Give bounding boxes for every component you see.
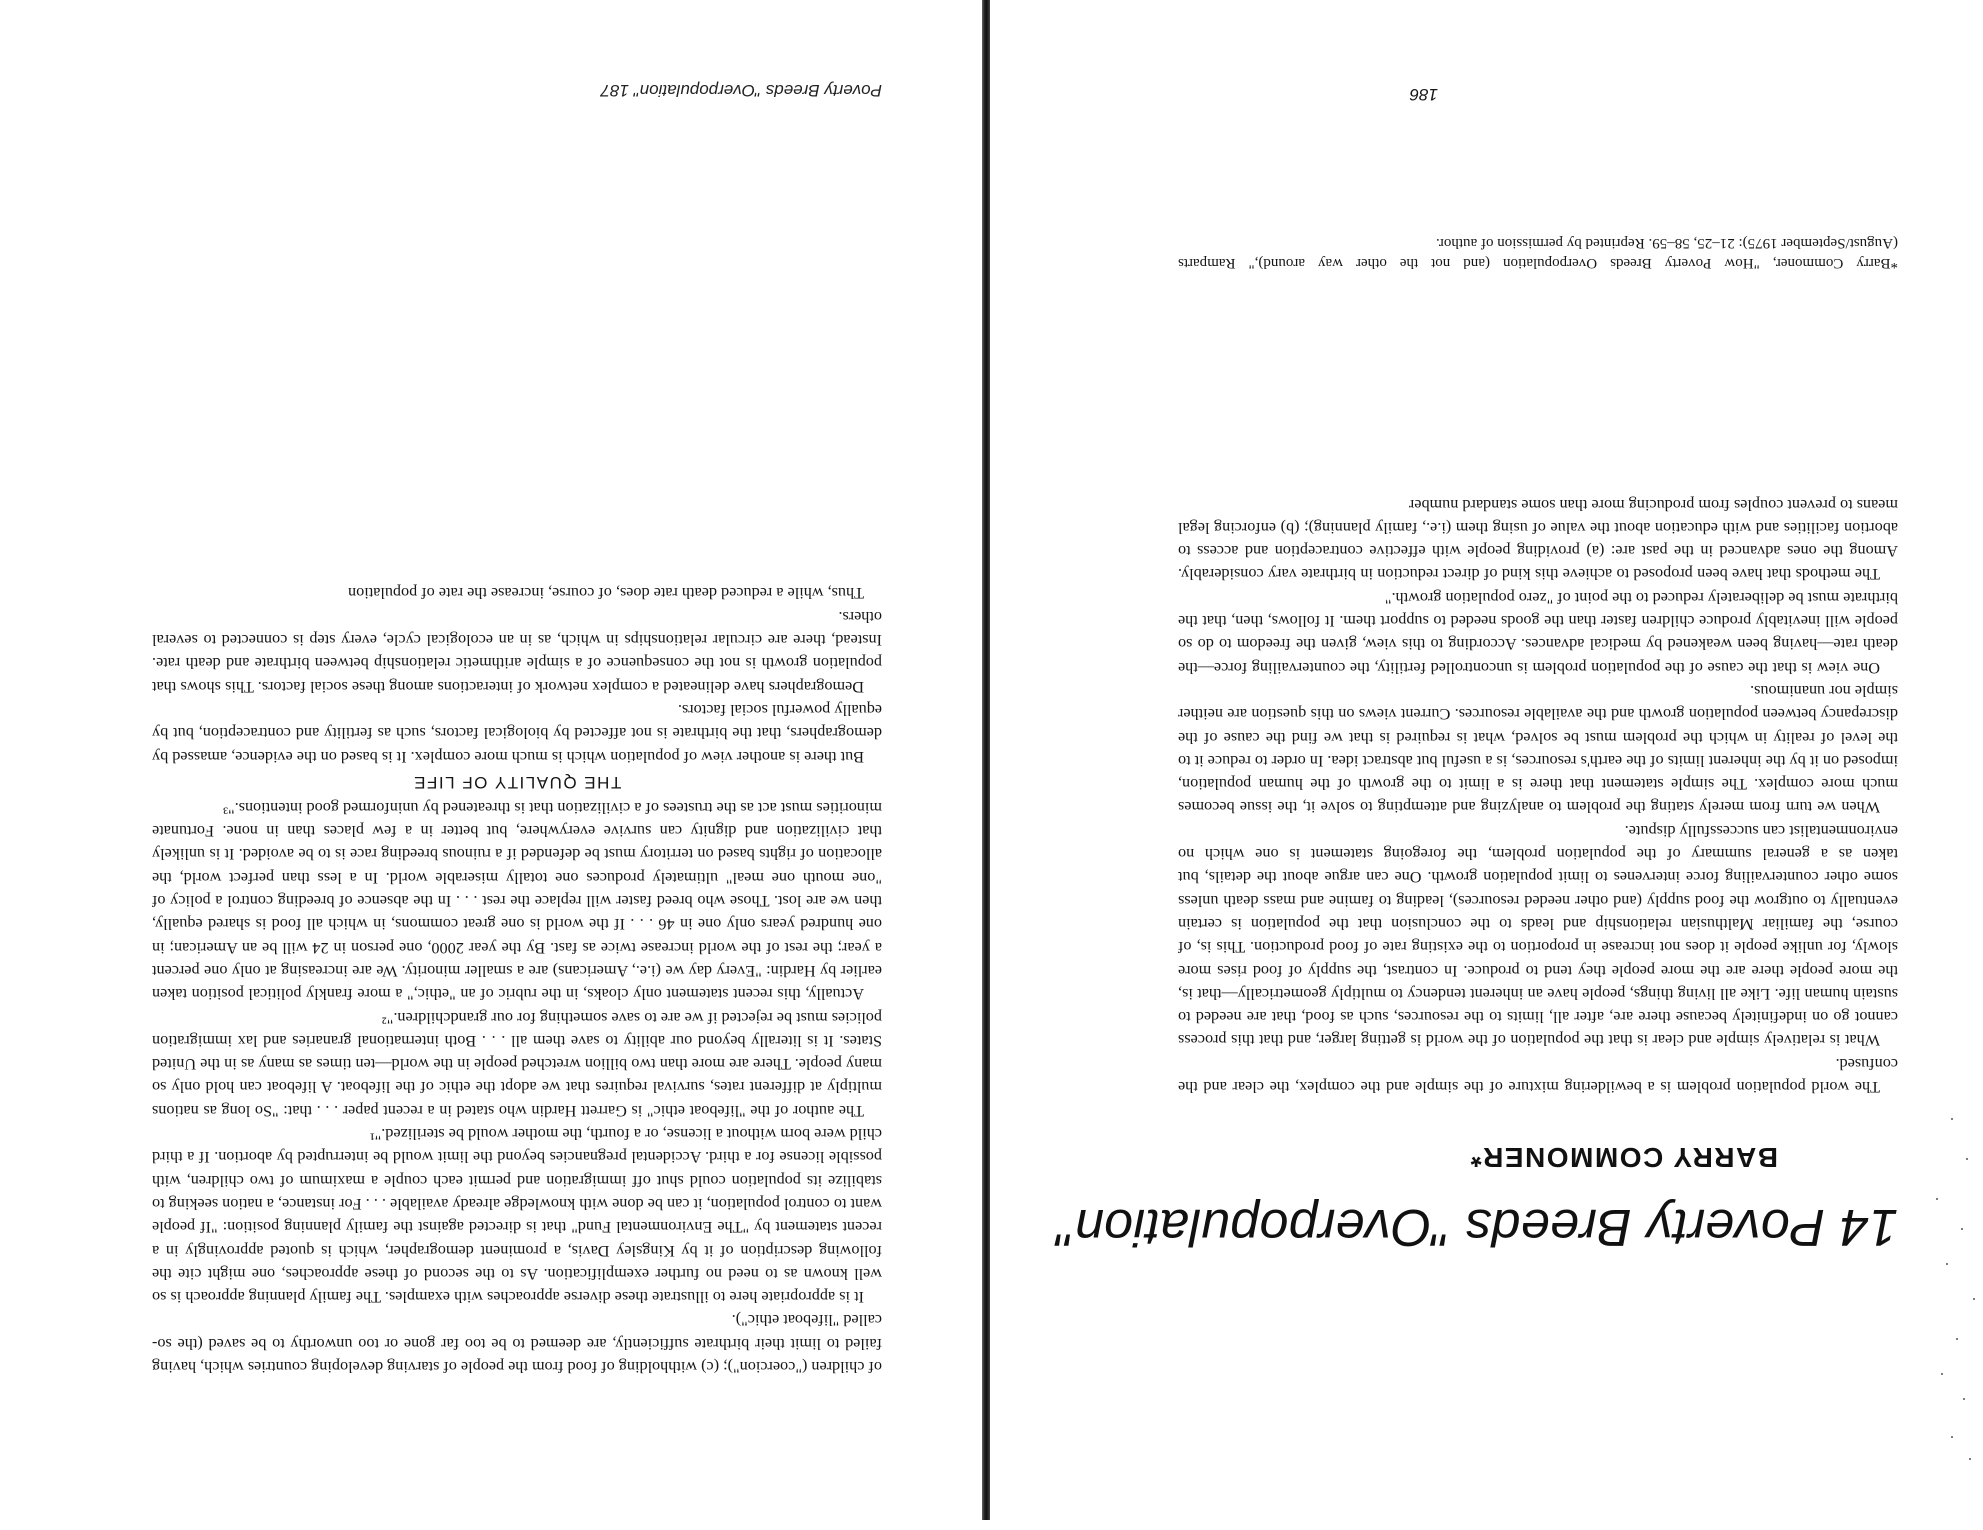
footnote: *Barry Commoner, "How Poverty Breeds Overpopulation (and not the other way around)," Ramparts (August/September 1975): 21–25, 58–59. Reprinted by permission of author. xyxy=(1178,235,1898,271)
body-paragraph: Demographers have delineated a complex network of interactions among these social factors. This shows that population growth is not the consequence of a simple arithmetic relationship between birthrate and death rate. Instead, there are circular relationships in which, as in an ecological cycle, every step is connected to several others. xyxy=(152,607,882,696)
page-number: 186 xyxy=(1409,85,1438,104)
body-paragraph: Actually, this recent statement only cloaks, in the rubric of an "ethic," a more frankly political position taken earlier by Hardin: "Every day we (i.e., Americans) are a smaller minority. We are increasing at only one percent a year; the rest of the world increase twice as fast. By the year 2000, one person in 24 will be an American; in one hundred years only one in 46 . . . If the world is one great commons, in which all food is shared equally, then we are lost. Those who breed faster will replace the rest . . . In the absence of breeding control a policy of "one mouth one meal" ultimately produces one totally miserable world. In a less than perfect world, the allocation of rights based on territory must be defended if a ruinous breeding race is to be avoided. It is unlikely that civilization and dignity can survive everywhere, but better in a few places than in none. Fortunate minorities must act as the trustees of a civilization that is threatened by uninformed good intentions."³ xyxy=(152,798,882,1004)
body-paragraph: It is appropriate here to illustrate these diverse approaches with examples. The family planning approach is so well known as to need no further exemplification. As to the second of these approaches, one might cite the following description of it by Kingsley Davis, a prominent demographer, which is quoted approvingly in a recent statement by "The Environmental Fund" that is directed against the family planning position: "If people want to control population, it can be done with knowledge already available . . . For instance, a nation seeking to stabilize its population could shut off immigration and permit each couple a maximum of two children, with possible license for a third. Accidental pregnancies beyond the limit would be interrupted by abortion. If a third child were born without a license, or a fourth, the mother would be sterilized."¹ xyxy=(152,1125,882,1307)
body-paragraph: Thus, while a reduced death rate does, of course, increase the rate of population xyxy=(348,584,864,603)
body-paragraph: The world population problem is a bewildering mixture of the simple and the complex, the clear and the confused. xyxy=(1178,1054,1898,1096)
page-187 xyxy=(50,0,962,1530)
chapter-author: BARRY COMMONER* xyxy=(1469,1142,1778,1173)
running-head: Poverty Breeds "Overpopulation" 187 xyxy=(600,81,882,100)
chapter-title: 14 Poverty Breeds "Overpopulation" xyxy=(1055,1198,1898,1256)
section-heading: THE QUALITY OF LIFE xyxy=(412,772,622,792)
page-187-body xyxy=(152,581,882,1378)
book-gutter xyxy=(982,0,990,1520)
body-paragraph: One view is that the cause of the population problem is uncontrolled fertility, the countervailing force—the death rate—having been weakened by medical advances. According to this view, given the freedom to do so people will inevitably produce children faster than the goods needed to support them. It follows, then, that the birthrate must be deliberately reduced to the point of "zero population growth." xyxy=(1178,588,1898,677)
page-186-body xyxy=(1178,492,1898,1098)
body-paragraph: When we turn from merely stating the problem to analyzing and attempting to solve it, the issue becomes much more complex. The simple statement that there is a limit to the growth of the human population, imposed on it by the inherent limits of the earth's resources, is a useful but abstract idea. In order to reduce it to the level of reality in which the problem must be solved, what is required is that we find the cause of the discrepancy between population growth and the available resources. Current views on this question are neither simple nor unanimous. xyxy=(1178,681,1898,817)
body-paragraph: The methods that have been proposed to achieve this kind of direct reduction in birthrate vary considerably. Among the ones advanced in the past are: (a) providing people with effective contraception and access to abortion facilities and with education about the value of using them (i.e., family planning); (b) enforcing legal means to prevent couples from producing more than some standard number xyxy=(1178,495,1898,584)
body-paragraph: of children ("coercion"); (c) withholding of food from the people of starving developing countries which, having failed to limit their birthrate sufficiently, are deemed to be too far gone or too unworthy to be saved (the so-called "lifeboat ethic"). xyxy=(152,1311,882,1376)
body-paragraph: But there is another view of population which is much more complex. It is based on the evidence, amassed by demographers, that the birthrate is not affected by biological factors, such as fertility and contraception, but by equally powerful social factors. xyxy=(152,700,882,766)
body-paragraph: The author of the "lifeboat ethic" is Garrett Hardin who stated in a recent paper . . . that: "So long as nations multiply at different rates, survival requires that we adopt the ethic of the lifeboat. A lifeboat can hold only so many people. There are more than two billion wretched people in the world—ten times as many as in the United States. It is literally beyond our ability to save them all . . . Both international granaries and lax immigration policies must be rejected if we are to save something for our grandchildren."² xyxy=(152,1008,882,1120)
page-186 xyxy=(1018,0,1938,1530)
body-paragraph: What is relatively simple and clear is that the population of the world is getting larger, and that this process cannot go on indefinitely because there are, after all, limits to the resources, such as food, that are needed to sustain human life. Like all living things, people have an inherent tendency to multiply geometrically—that is, the more people there are the more people they tend to produce. In contrast, the supply of food rises more slowly, for unlike people it does not increase in proportion to the existing rate of food production. This is, of course, the familiar Malthusian relationship and leads to the conclusion that the population is certain eventually to outgrow the food supply (and other needed resources), leading to famine and mass death unless some other countervailing force intervenes to limit population growth. One can argue about the details, but taken as a general summary of the population problem, the foregoing statement is one which no environmentalist can successfully dispute. xyxy=(1178,821,1898,1050)
